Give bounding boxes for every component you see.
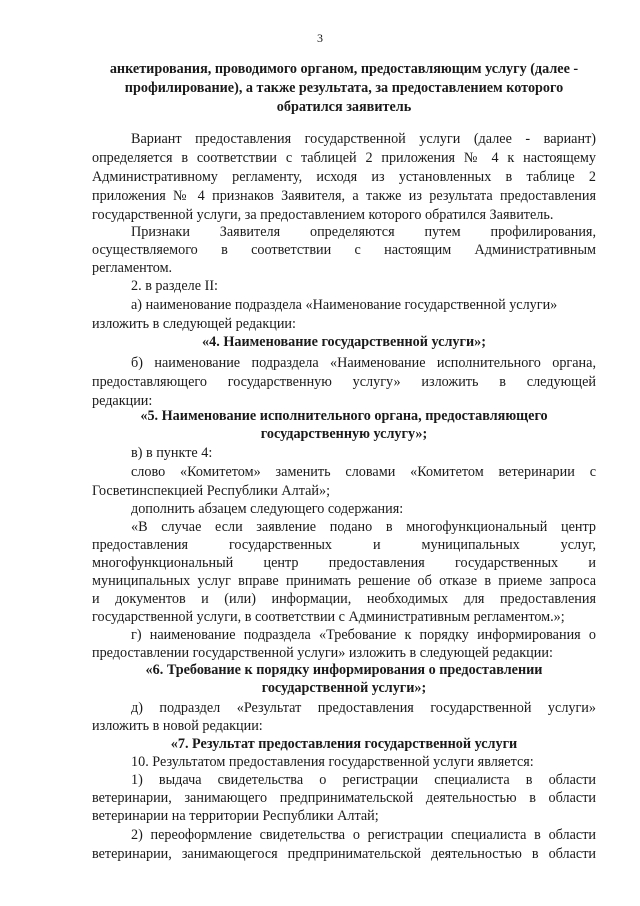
- text-line: приложения № 4 признаков Заявителя, а также из результата предоставления: [92, 188, 596, 204]
- text-line: регламентом.: [92, 260, 173, 276]
- text-line: редакции:: [92, 393, 153, 409]
- heading-line: государственной услуги»;: [261, 680, 427, 696]
- text-line: предоставления государственных и муниципальных услуг,: [92, 537, 596, 553]
- text-line: осуществляемого в соответствии с настоящим Административным: [92, 242, 596, 258]
- text-line: слово «Комитетом» заменить словами «Комитетом ветеринарии с: [131, 464, 596, 480]
- text-line: 1) выдача свидетельства о регистрации специалиста в области: [131, 772, 596, 788]
- text-line: Административному регламенту, исходя из установленных в таблице 2: [92, 169, 596, 185]
- text-line: предоставляющего государственную услугу» изложить в следующей: [92, 374, 596, 390]
- heading-line: анкетирования, проводимого органом, предоставляющим услугу (далее -: [109, 61, 579, 77]
- text-line: б) наименование подраздела «Наименование исполнительного органа,: [131, 355, 596, 371]
- text-line: Вариант предоставления государственной услуги (далее - вариант): [131, 131, 596, 147]
- text-line: дополнить абзацем следующего содержания:: [131, 501, 404, 517]
- text-line: изложить в новой редакции:: [92, 718, 263, 734]
- text-line: определяется в соответствии с таблицей 2 приложения № 4 к настоящему: [92, 150, 596, 166]
- heading-line: профилирование), а также результата, за предоставлением которого: [124, 80, 564, 96]
- heading-line: государственную услугу»;: [260, 426, 428, 442]
- text-line: изложить в следующей редакции:: [92, 316, 296, 332]
- text-line: ветеринарии, занимающегося предпринимательской деятельностью в области: [92, 846, 596, 862]
- text-line: г) наименование подраздела «Требование к порядку информирования о: [131, 627, 596, 643]
- text-line: 2) переоформление свидетельства о регистрации специалиста в области: [131, 827, 596, 843]
- text-line: «В случае если заявление подано в многофункциональный центр: [131, 519, 596, 535]
- text-line: государственной услуги, в соответствии с Административным регламентом.»;: [92, 609, 565, 625]
- heading-line: обратился заявитель: [276, 99, 412, 115]
- page-number: 3: [317, 31, 323, 45]
- text-line: Признаки Заявителя определяются путем профилирования,: [131, 224, 596, 240]
- text-line: ветеринарии, занимающего предпринимательской деятельностью в области: [92, 790, 596, 806]
- text-line: многофункциональный центр предоставления государственных и: [92, 555, 596, 571]
- text-line: в) в пункте 4:: [131, 445, 213, 461]
- heading-line: «4. Наименование государственной услуги»;: [202, 334, 486, 350]
- text-line: муниципальных услуг вправе принимать решение об отказе в приеме запроса: [92, 573, 596, 589]
- heading-line: «6. Требование к порядку информирования о предоставлении: [145, 662, 543, 678]
- text-line: 10. Результатом предоставления государственной услуги является:: [131, 754, 534, 770]
- text-line: д) подраздел «Результат предоставления государственной услуги»: [131, 700, 596, 716]
- text-line: ветеринарии на территории Республики Алтай;: [92, 808, 379, 824]
- heading-line: «7. Результат предоставления государственной услуги: [170, 736, 518, 752]
- text-line: государственной услуги, за предоставлением которого обратился Заявитель.: [92, 207, 554, 223]
- text-line: предоставлении государственной услуги» изложить в следующей редакции:: [92, 645, 553, 661]
- text-line: 2. в разделе II:: [131, 278, 219, 294]
- text-line: Госветинспекцией Республики Алтай»;: [92, 483, 331, 499]
- heading-line: «5. Наименование исполнительного органа, предоставляющего: [140, 408, 548, 424]
- text-line: а) наименование подраздела «Наименование государственной услуги»: [131, 297, 558, 313]
- text-line: и документов и (или) информации, необходимых для предоставления: [92, 591, 596, 607]
